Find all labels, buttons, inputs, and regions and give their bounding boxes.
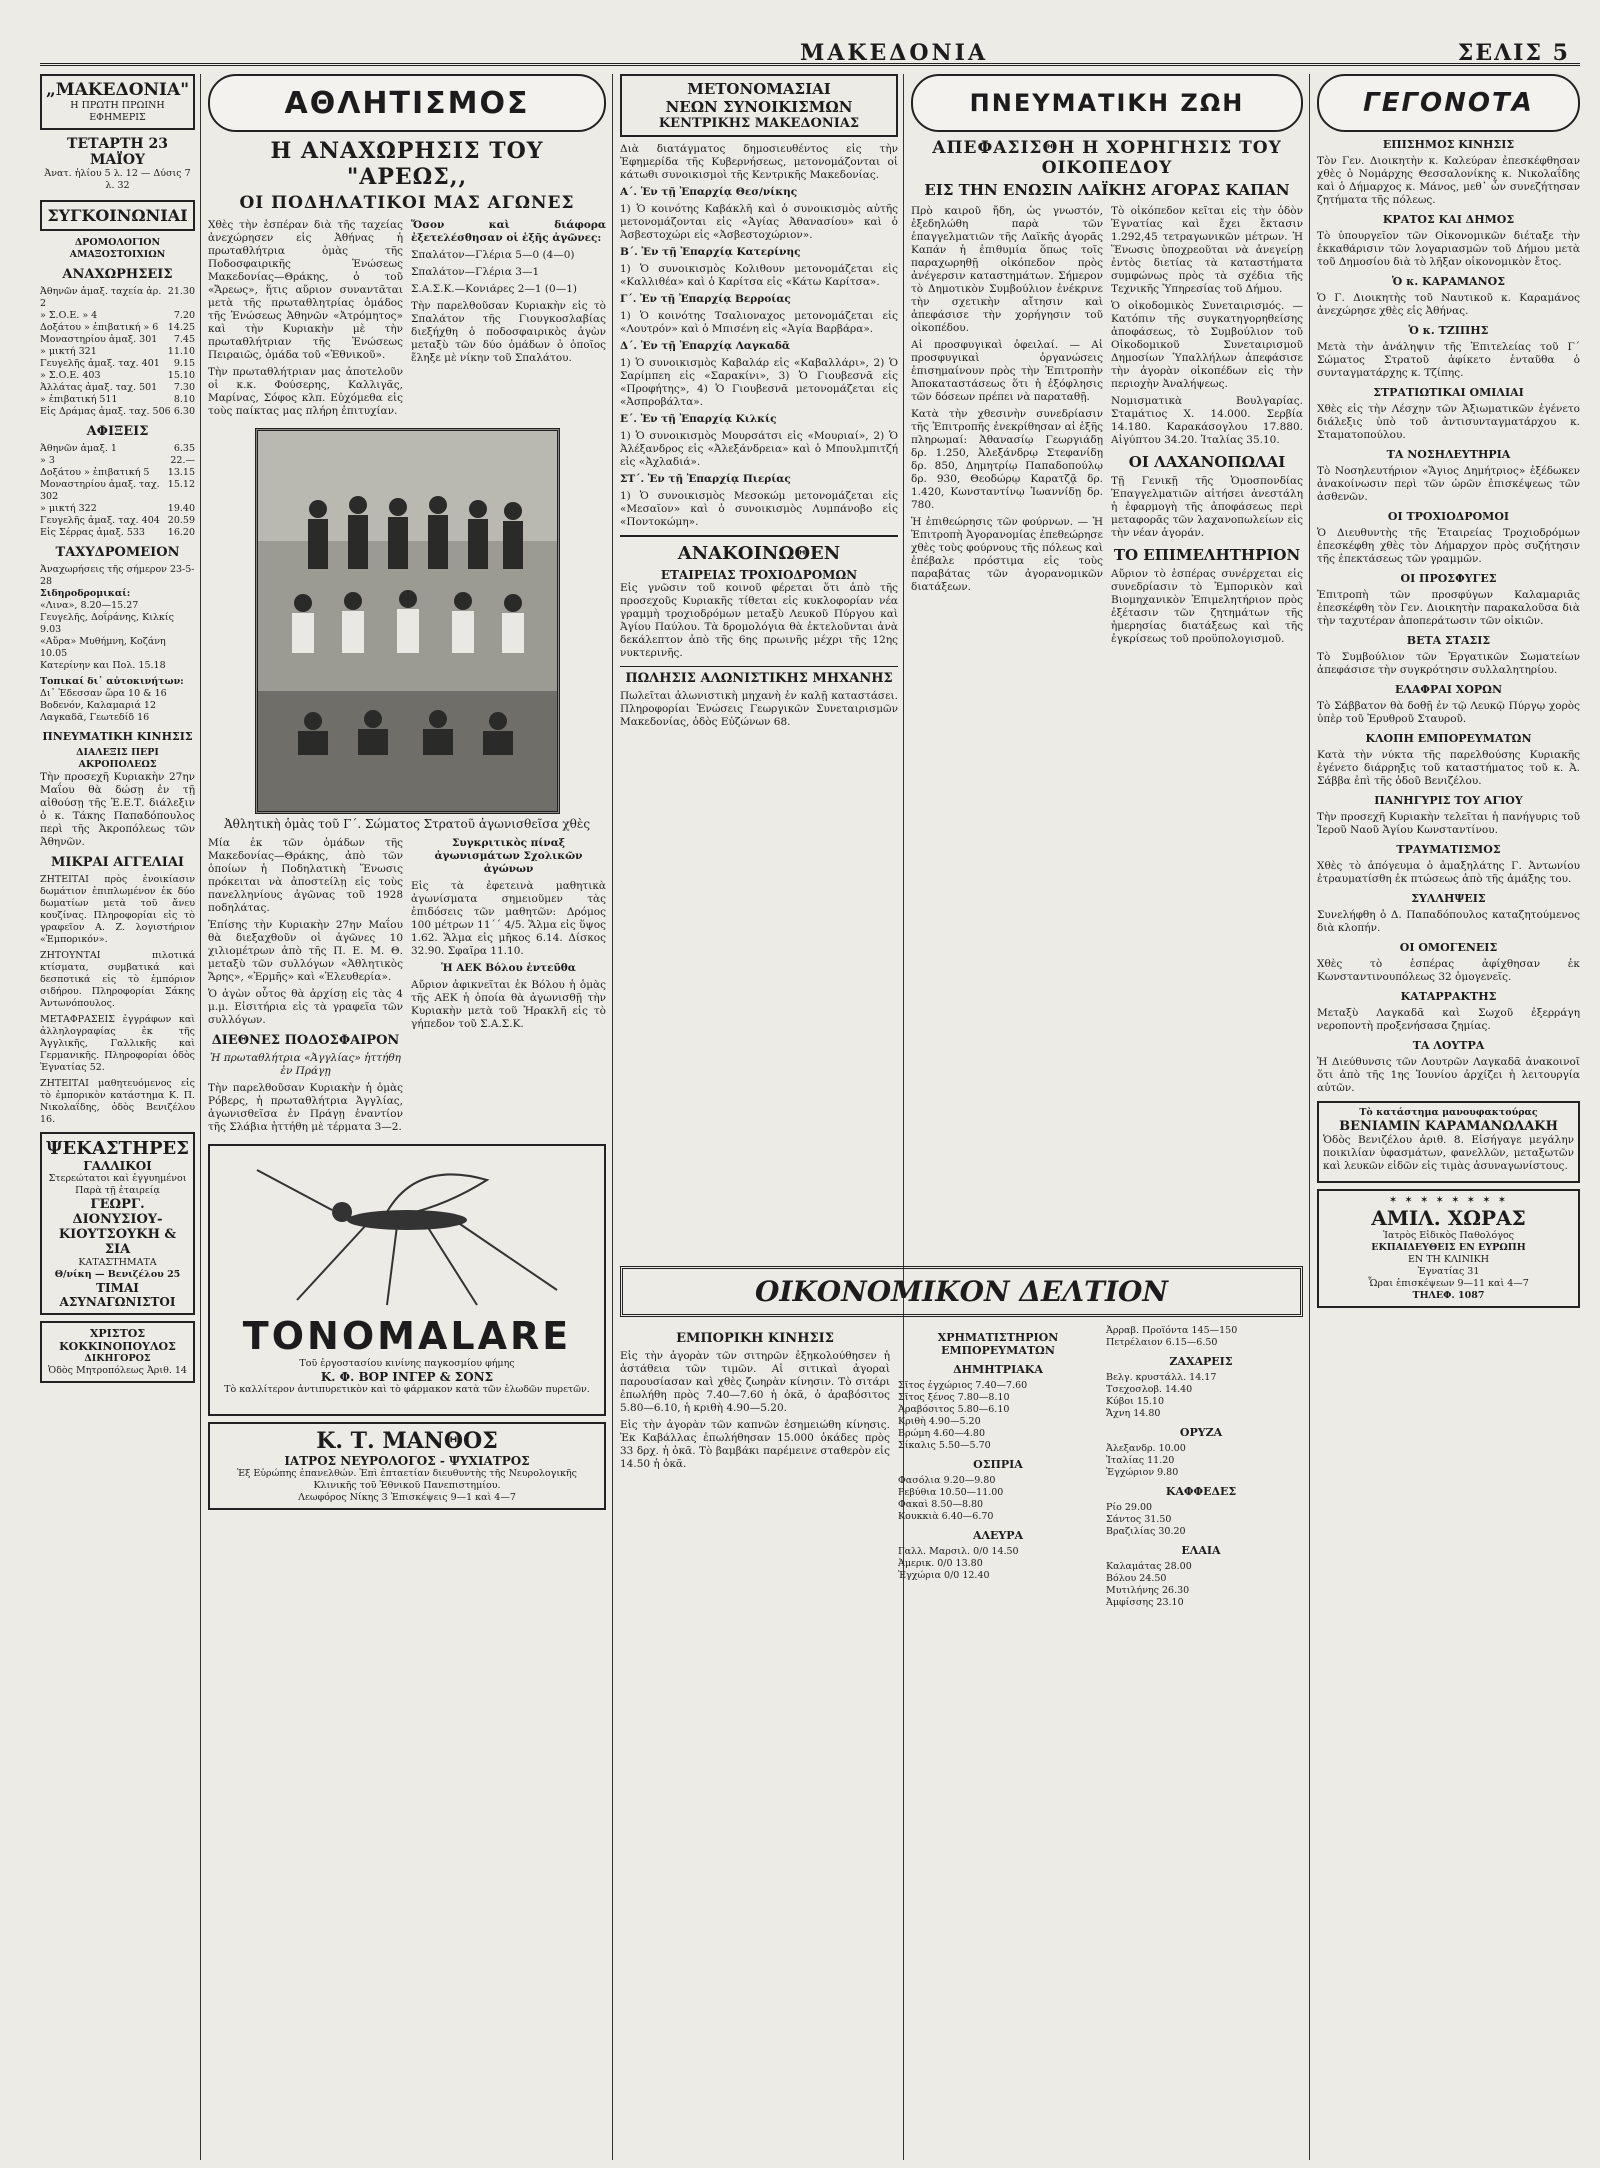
sports-banner: ΑΘΛΗΤΙΣΜΟΣ	[208, 74, 606, 132]
scores-list	[411, 249, 606, 296]
column-rule	[612, 74, 613, 2160]
price-line: Σῖτος ξένος 7.80—8.10	[898, 1392, 1010, 1403]
mosquito-illustration	[217, 1150, 597, 1310]
departure-row-value: 15.10	[167, 370, 195, 381]
arrival-row-label: » 3	[40, 455, 55, 466]
departure-row-label: » ἐπιβατική 511	[40, 394, 118, 405]
news-item-title: ΟΙ ΤΡΟΧΙΟΔΡΟΜΟΙ	[1387, 510, 1510, 523]
rail-title: Σιδηροδρομικαί:	[40, 588, 131, 599]
arrival-row	[40, 443, 195, 455]
classifieds-list	[40, 874, 195, 1126]
news-item-text: Τὸ Σάββατον θὰ δοθῇ ἐν τῷ Λευκῷ Πύργῳ χορὸς ὑπὲρ τοῦ Ἐρυθροῦ Σταυροῦ.	[1317, 700, 1580, 725]
score-line: Σ.Α.Σ.Κ.—Κονιάρες 2—1 (0—1)	[411, 283, 577, 295]
ad-text: Τὸ καλλίτερον ἀντιπυρετικὸν καὶ τὸ φάρμακον κατὰ τῶν ἑλωδῶν πυρετῶν.	[224, 1384, 590, 1395]
spirit-text: Τὴν προσεχῆ Κυριακὴν 27ην Μαΐου θὰ δώσῃ ἐν τῇ αἰθούσῃ τῆς Ἑ.Ε.Τ. διάλεξιν ὁ κ. Τάκης Παπαδόπουλος περὶ τῆς Ἀκροπόλεως τῶν Ἀθηνῶν.	[40, 771, 195, 848]
price-line: Ἰταλίας 11.20	[1106, 1455, 1175, 1466]
lawyer-address: Ὁδὸς Μητροπόλεως Ἀριθ. 14	[48, 1365, 187, 1376]
arrival-row	[40, 455, 195, 467]
news-item-text: Μετὰ τὴν ἀνάληψιν τῆς Ἐπιτελείας τοῦ Γ΄ Σώματος Στρατοῦ ἀφίκετο ἐνταῦθα ὁ συνταγματάρχης κ. Τζίπης.	[1317, 341, 1580, 379]
car-title: Τοπικαί δι᾽ αὐτοκινήτων:	[40, 676, 184, 687]
news-items	[1317, 138, 1580, 1095]
rice-prices	[1106, 1443, 1296, 1479]
ad-line: Παρὰ τῇ ἑταιρείᾳ	[75, 1185, 160, 1196]
header-line: ΜΕΤΟΝΟΜΑΣΙΑΙ	[687, 80, 831, 98]
score-line: Σπαλάτον—Γλέρια 5—0 (4—0)	[411, 249, 575, 261]
news-item-text: Ὁ Γ. Διοικητὴς τοῦ Ναυτικοῦ κ. Καραμάνος ἀνεχώρησε χθὲς εἰς Ἀθήνας.	[1317, 292, 1580, 317]
article-paragraph: Τῇ Γενικῇ τῆς Ὁμοσπονδίας Ἐπαγγελματιῶν αἰτήσει ἀνεστάλη ἡ ἐφαρμογὴ τῆς ἀποφάσεως περὶ μεταφορᾶς τῶν λαχανοπωλείων εἰς τὴν νέαν ἀγοράν.	[1111, 475, 1303, 539]
sugar-prices	[1106, 1372, 1296, 1420]
arrival-row	[40, 503, 195, 515]
article-paragraph: 1) Ὁ συνοικισμὸς Καβαλάρ εἰς «Καβαλλάρι», 2) Ὁ Σαρίμπεη εἰς «Σαρακίνι», 3) Ὁ Γιουβεσνᾶ εἰς «Προφήτης», 4) Ὁ Γιουβεσνᾶ μετονομάζεται εἰς «Ἀσπροβάλτα».	[620, 357, 898, 408]
news-item-text: Μεταξὺ Λαγκαδᾶ καὶ Σωχοῦ ἐξερράγη νεροποντὴ προξενήσασα ζημίας.	[1317, 1007, 1580, 1032]
advertisement-doctor	[208, 1422, 606, 1510]
paper-nameplate	[40, 74, 195, 130]
ad-maker: Κ. Φ. ΒΟΡ ΙΝΓΕΡ & ΣΟΝΣ	[320, 1370, 494, 1384]
price-line: Βόλου 24.50	[1106, 1573, 1167, 1584]
ad-address: Θ/νίκη — Βενιζέλου 25	[54, 1269, 181, 1280]
ad-title: ΨΕΚΑΣΤΗΡΕΣ	[46, 1138, 189, 1159]
sun-times: Ἀνατ. ἡλίου 5 λ. 12 — Δύσις 7 λ. 32	[44, 168, 191, 191]
article-paragraph: 1) Ὁ συνοικισμὸς Μεσοκώμ μετονομάζεται εἰς «Μεσαῖον» καὶ ὁ συνοικισμὸς Λυμπάνοβο εἰς «Ποντοκώμη».	[620, 490, 898, 528]
veg-title: ΟΙ ΛΑΧΑΝΟΠΩΛΑΙ	[1128, 453, 1286, 471]
renaming-header	[620, 74, 898, 137]
column-1	[40, 74, 195, 2160]
ad-subtitle: ΓΑΛΛΙΚΟΙ	[83, 1159, 152, 1173]
arrival-row	[40, 467, 195, 479]
post-subtitle: Ἀναχωρήσεις τῆς σήμερον 23-5-28	[40, 564, 195, 587]
departure-row	[40, 406, 195, 418]
rail-list	[40, 600, 195, 672]
rail-line: «Αὔρα» Μυθήμνη, Κοζάνη 10.05	[40, 636, 166, 659]
price-line: Κριθὴ 4.90—5.20	[898, 1416, 981, 1427]
price-line: Σίκαλις 5.50—5.70	[898, 1440, 991, 1451]
store-text: Ὁδὸς Βενιζέλου ἀριθ. 8. Εἰσήγαγε μεγάλην ποικιλίαν ὑφασμάτων, φανελλῶν, μεταξωτῶν καὶ λευκῶν εἰδῶν εἰς τιμὰς ἀσυναγωνίστους.	[1323, 1134, 1574, 1172]
price-line: Φασόλια 9.20—9.80	[898, 1475, 996, 1486]
article-paragraph: Κατὰ τὴν χθεσινὴν συνεδρίασιν τῆς Ἐπιτροπῆς ἐνεκρίθησαν αἱ ἑξῆς πληρωμαί: Ἀθανασίῳ Γεωργιάδῃ δρ. 1.250, Ἀλεξάνδρῳ Στεφανίδῃ δρ. 850, Δημητρίῳ Παπαδοπούλῳ δρ. 930, Θεοδώρῳ Καρατζᾷ δρ. 1.420, Κωνσταντίνῳ Ἰωαννίδῃ δρ. 780.	[911, 408, 1103, 511]
school-title: Συγκριτικὸς πίναξ ἀγωνισμάτων Σχολικῶν ἀγώνων	[434, 837, 583, 875]
physician-address: Ἐγνατίας 31	[1417, 1266, 1480, 1277]
arrivals-table	[40, 443, 195, 539]
notice-title: ΑΝΑΚΟΙΝΩΘΕΝ	[620, 535, 898, 564]
section-heading: Δ΄. Ἐν τῇ Ἐπαρχίᾳ Λαγκαδᾶ	[620, 340, 790, 352]
article-paragraph: 1) Ὁ κοινότης Τσαλιοναχος μετονομάζεται εἰς «Λουτρόν» καὶ ὁ Μπισένη εἰς «Ἀγία Βαρβάρα».	[620, 310, 898, 335]
team-photo	[255, 428, 560, 814]
store-title: Τὸ κατάστημα μανουφακτούρας	[1359, 1107, 1538, 1118]
arrival-row-value: 20.59	[167, 515, 195, 526]
arrival-row-label: Δοξάτου » ἐπιβατική 5	[40, 467, 150, 478]
article-paragraph: Τὴν πρωταθλήτριαν μας ἀποτελοῦν οἱ κ.κ. Φούσερης, Καλλιγᾶς, Μαρίνας, Σόφος κλπ. Εὐχόμεθα εἰς τοὺς παίκτας μας πλήρη ἐπιτυχίαν.	[208, 366, 403, 417]
article-paragraph: 1) Ὁ συνοικισμὸς Κολιθουν μετονομάζεται εἰς «Καλλιθέα» καὶ ὁ Καρίτσα εἰς «Κάτω Καρίτσα».	[620, 263, 898, 288]
news-item-title: Ὁ κ. ΤΖΙΠΗΣ	[1408, 324, 1489, 337]
news-item-title: ΒΕΤΑ ΣΤΑΣΙΣ	[1406, 634, 1491, 647]
store-name: ΒΕΝΙΑΜΙΝ ΚΑΡΑΜΑΝΩΛΑΚΗ	[1339, 1119, 1558, 1134]
news-item-text: Χθὲς εἰς τὴν Λέσχην τῶν Ἀξιωματικῶν ἐγένετο διάλεξις ὑπὸ τοῦ ἀντισυνταγματάρχου κ. Σταματοπούλου.	[1317, 403, 1580, 441]
classifieds-title: ΜΙΚΡΑΙ ΑΓΓΕΛΙΑΙ	[50, 855, 185, 870]
departure-row	[40, 334, 195, 346]
header-line: ΝΕΩΝ ΣΥΝΟΙΚΙΣΜΩΝ	[665, 98, 853, 116]
article-paragraph: Νομισματικὰ Βουλγαρίας. Σταμάτιος Χ. 14.000. Σερβία 14.180. Καρακάσογλου 17.880. Αἰγύπτου 34.20. Ἰταλίας 35.10.	[1111, 395, 1303, 446]
price-line: Γαλλ. Μαρσιλ. 0/0 14.50	[898, 1546, 1019, 1557]
article-paragraph: Εἰς τὰ ἐφετεινὰ μαθητικὰ ἀγωνίσματα σημειοῦμεν τὰς ἐπιδόσεις τῶν μαθητῶν: Δρόμος 100 μέτρων 11΄΄ 4/5. Ἅλμα εἰς ὕψος 1.62. Ἅλμα εἰς μῆκος 6.14. Δίσκος 32.90. Σφαῖρα 11.10.	[411, 880, 606, 957]
trade-title: ΕΜΠΟΡΙΚΗ ΚΙΝΗΣΙΣ	[676, 1331, 834, 1346]
arrival-row-value: 6.35	[173, 443, 195, 454]
sugar-title: ΖΑΧΑΡΕΙΣ	[1169, 1355, 1233, 1368]
price-line: Ἀμφίσσης 23.10	[1106, 1597, 1184, 1608]
flour-title: ΑΛΕΥΡΑ	[972, 1529, 1024, 1542]
finance-section	[620, 1258, 1303, 2158]
departure-row-value: 11.10	[167, 346, 195, 357]
news-item-title: ΤΑ ΝΟΣΗΛΕΥΤΗΡΙΑ	[1386, 448, 1511, 461]
rice-title: ΟΡΥΖΑ	[1179, 1426, 1223, 1439]
departure-row-label: Εἰς Δράμας ἀμαξ. ταχ. 506	[40, 406, 171, 417]
price-line: Σάντος 31.50	[1106, 1514, 1172, 1525]
paper-tagline: Η ΠΡΩΤΗ ΠΡΩΙΝΗ ΕΦΗΜΕΡΙΣ	[70, 100, 165, 123]
ornament: ✶ ✶ ✶ ✶ ✶ ✶ ✶ ✶	[1388, 1195, 1509, 1206]
misc-prices	[1106, 1325, 1296, 1349]
physician-clinic: ΕΝ ΤΗ ΚΛΙΝΙΚΗ	[1407, 1254, 1490, 1265]
article-paragraph: Ὁ ἀγὼν οὗτος θὰ ἀρχίσῃ εἰς τὰς 4 μ.μ. Εἰσιτήρια εἰς τὰ γραφεῖα τῶν συλλόγων.	[208, 988, 403, 1026]
news-item-title: ΟΙ ΠΡΟΣΦΥΓΕΣ	[1400, 572, 1497, 585]
price-line: Τσεχοσλοβ. 14.40	[1106, 1384, 1193, 1395]
page-number: ΣΕΛΙΣ 5	[1457, 40, 1570, 66]
arrival-row-label: Μοναστηρίου ἀμαξ. ταχ. 302	[40, 479, 160, 502]
departure-row-label: » Σ.Ο.Ε. 403	[40, 370, 101, 381]
intl-subtitle: Ἡ πρωταθλήτρια «Ἀγγλίας» ἡττήθη ἐν Πράγῃ	[210, 1052, 401, 1077]
news-item-title: ΤΑ ΛΟΥΤΡΑ	[1412, 1039, 1485, 1052]
beans-prices	[898, 1475, 1098, 1523]
news-item-text: Κατὰ τὴν νύκτα τῆς παρελθούσης Κυριακῆς ἐγένετο διάρρηξις τοῦ καταστήματος τοῦ κ. Ἀ. Σάββα ἐπὶ τῆς ὁδοῦ Βενιζέλου.	[1317, 749, 1580, 787]
price-line: Ἄχνη 14.80	[1106, 1408, 1161, 1419]
article-paragraph: Χθὲς τὴν ἑσπέραν διὰ τῆς ταχείας ἀνεχώρησεν εἰς Ἀθήνας ἡ πρωταθλήτρια ὁμὰς τῆς Ποδοσφαιρικῆς Ἑνώσεως Μακεδονίας—Θράκης, ὁ τοῦ «Ἄρεως», ἥτις αὔριον συναντᾶται μετὰ τῆς πρωταθλητρίας ὁμάδος τῆς Ἑνώσεως Ἀθηνῶν «Ἀτρόμητος» καὶ τὴν Κυριακὴν μὲ τὴν πρωταθλήτριαν τῆς Ἑνώσεως Πειραιῶς, ὁμάδα τοῦ «Ἐθνικοῦ».	[208, 219, 403, 361]
price-line: Βελγ. κρυστάλλ. 14.17	[1106, 1372, 1217, 1383]
physician-name: ΑΜΙΛ. ΧΩΡΑΣ	[1371, 1206, 1526, 1230]
departures-title: ΑΝΑΧΩΡΗΣΕΙΣ	[62, 267, 173, 282]
departure-row-value: 14.25	[167, 322, 195, 333]
price-line: Ἀρραβ. Προϊόντα 145—150	[1106, 1325, 1238, 1336]
car-list	[40, 688, 195, 724]
coffee-title: ΚΑΦΦΕΔΕΣ	[1165, 1485, 1237, 1498]
news-item-title: ΚΛΟΠΗ ΕΜΠΟΡΕΥΜΑΤΩΝ	[1365, 732, 1532, 745]
departure-row-label: Μοναστηρίου ἀμαξ. 301	[40, 334, 158, 345]
news-item-title: ΤΡΑΥΜΑΤΙΣΜΟΣ	[1396, 843, 1501, 856]
price-line: Ἐγχώριον 9.80	[1106, 1467, 1179, 1478]
intl-title: ΔΙΕΘΝΕΣ ΠΟΔΟΣΦΑΙΡΟΝ	[211, 1033, 400, 1048]
ad-line: Στερεώτατοι καὶ ἐγγυημένοι	[48, 1173, 187, 1184]
car-line: Λαγκαδᾶ, Γεωτεδίδ 16	[40, 712, 150, 723]
news-item-text: Τὸ ὑπουργεῖον τῶν Οἰκονομικῶν διέταξε τὴν ἐκκαθάρισιν τῶν λογαριασμῶν τοῦ Δήμου μετὰ τοῦ Δημοσίου διὰ τὸ λῆξαν οἰκονομικὸν ἔτος.	[1317, 230, 1580, 268]
news-item-text: Ἡ Διεύθυνσις τῶν Λουτρῶν Λαγκαδᾶ ἀνακοινοῖ ὅτι ἀπὸ τῆς 1ης Ἰουνίου ἀρχίζει ἡ λειτουργία αὐτῶν.	[1317, 1056, 1580, 1094]
section-heading: Α΄. Ἐν τῇ Ἐπαρχίᾳ Θεσ/νίκης	[620, 186, 798, 198]
land-headline: ΑΠΕΦΑΣΙΣΘΗ Η ΧΟΡΗΓΗΣΙΣ ΤΟΥ ΟΙΚΟΠΕΔΟΥ	[932, 138, 1282, 178]
column-2	[208, 74, 606, 2160]
section-heading: Ε΄. Ἐν τῇ Ἐπαρχίᾳ Κιλκίς	[620, 413, 777, 425]
article-paragraph: Τὴν παρελθοῦσαν Κυριακὴν εἰς τὸ Σπαλάτον τῆς Γιουγκοσλαβίας διεξήχθη ὁ ποδοσφαιρικὸς ἀγὼν μεταξὺ τῶν δύο ὁμάδων ὁ ὁποῖος ἔληξε μὲ νίκην τοῦ Σπαλάτου.	[411, 300, 606, 364]
news-item-text: Ὁ Διευθυντὴς τῆς Ἑταιρείας Τροχιοδρόμων ἐπεσκέφθη χθὲς τὸν Δήμαρχον πρὸς συζήτησιν τῆς ἐπεκτάσεως τῶν γραμμῶν.	[1317, 527, 1580, 565]
departure-row-value: 7.20	[173, 310, 195, 321]
news-item-title: Ὁ κ. ΚΑΡΑΜΑΝΟΣ	[1391, 275, 1506, 288]
departure-row	[40, 346, 195, 358]
article-paragraph: Εἰς τὴν ἀγορὰν τῶν σιτηρῶν ἐξηκολούθησεν ἡ ἀστάθεια τῶν τιμῶν. Αἱ σιτικαὶ ἀγοραὶ παρουσίασαν καὶ χθὲς ζωηρὰν κίνησιν. Τὸ σιτάρι ἐπωλήθη πρὸς 7.40—7.60 ἡ ὀκᾶ, ὁ ἀραβόσιτος 5.80—6.10, ἡ κριθὴ 4.90—5.20.	[620, 1350, 890, 1414]
column-rule	[1309, 74, 1310, 2160]
article-paragraph: Μία ἐκ τῶν ὁμάδων τῆς Μακεδονίας—Θράκης, ἀπὸ τῶν ὁποίων ἡ Ποδηλατικὴ Ἕνωσις πρόκειται νὰ ἀποστείλῃ εἰς τοὺς πανελληνίους ἀγῶνας τοῦ 1928 ποδηλάτας.	[208, 837, 403, 914]
column-5	[1317, 74, 1580, 2160]
masthead	[40, 40, 1580, 66]
notice-subtitle: ΕΤΑΙΡΕΙΑΣ ΤΡΟΧΙΟΔΡΟΜΩΝ	[660, 568, 858, 582]
news-item-text: Τὸ Συμβούλιον τῶν Ἐργατικῶν Σωματείων ἀπεφάσισε τὴν συγκρότησιν συλλαλητηρίου.	[1317, 651, 1580, 676]
timetable-title: ΔΡΟΜΟΛΟΓΙΟΝ ΑΜΑΞΟΣΤΟΙΧΙΩΝ	[69, 237, 166, 260]
news-item-title: ΚΑΤΑΡΡΑΚΤΗΣ	[1400, 990, 1497, 1003]
sale-title: ΠΩΛΗΣΙΣ ΑΛΩΝΙΣΤΙΚΗΣ ΜΗΧΑΝΗΣ	[620, 666, 898, 686]
newspaper-page	[40, 40, 1580, 2160]
news-item-title: ΕΠΙΣΗΜΟΣ ΚΙΝΗΣΙΣ	[1382, 138, 1515, 151]
article-paragraph: 1) Ὁ κοινότης Καβάκλῆ καὶ ὁ συνοικισμὸς αὐτῆς μετονομάζονται εἰς «Ἀγίας Ἀθανασίου» καὶ ὁ Ἀσβεστοχώρι εἰς «Ἀσβεστοχώριον».	[620, 203, 898, 241]
article-paragraph: Τὸ οἰκόπεδον κεῖται εἰς τὴν ὁδὸν Ἐγνατίας καὶ ἔχει ἔκτασιν 1.292,45 τετραγωνικῶν μέτρων. Ἡ Ἕνωσις ὑποχρεοῦται νὰ ἀνεγείρῃ ἐντὸς διετίας τὰ καταστήματα συμφώνως πρὸς τὰ σχέδια τῆς Τεχνικῆς Ὑπηρεσίας τοῦ Δήμου.	[1111, 205, 1303, 295]
aek-title: Ἡ ΑΕΚ Βόλου ἐντεῦθα	[441, 962, 576, 974]
arrival-row-value: 13.15	[167, 467, 195, 478]
classified-ad: ΖΗΤΕΙΤΑΙ μαθητευόμενος εἰς τὸ ἐμπορικὸν κατάστημα Κ. Π. Νικολαΐδης, ὁδὸς Βενιζέλου 16.	[40, 1078, 195, 1125]
sports-headline: Η ΑΝΑΧΩΡΗΣΙΣ ΤΟΥ "ΑΡΕΩΣ,,	[270, 138, 544, 190]
arrival-row-value: 16.20	[167, 527, 195, 538]
flour-prices	[898, 1546, 1098, 1582]
advertisement-physician	[1317, 1189, 1580, 1308]
arrival-row-label: Εἰς Σέρρας ἀμαξ. 533	[40, 527, 145, 538]
beans-title: ΟΣΠΡΙΑ	[973, 1458, 1023, 1471]
article-paragraph: Διὰ διατάγματος δημοσιευθέντος εἰς τὴν Ἐφημερίδα τῆς Κυβερνήσεως, μετονομάζονται οἱ κάτωθι συνοικισμοὶ τῆς Κεντρικῆς Μακεδονίας.	[620, 143, 898, 181]
price-line: Σῖτος ἐγχώριος 7.40—7.60	[898, 1380, 1028, 1391]
physician-phone: ΤΗΛΕΦ. 1087	[1412, 1290, 1485, 1301]
news-item-text: Χθὲς τὸ ἑσπέρας ἀφίχθησαν ἐκ Κωνσταντινουπόλεως 32 ὁμογενεῖς.	[1317, 958, 1580, 983]
news-item-text: Τὴν προσεχῆ Κυριακὴν τελεῖται ἡ πανήγυρις τοῦ Ἱεροῦ Ναοῦ Ἁγίου Κωνσταντίνου.	[1317, 811, 1580, 836]
price-line: Ρεβύθια 10.50—11.00	[898, 1487, 1004, 1498]
physician-job: Ἰατρὸς Εἰδικὸς Παθολόγος	[1383, 1230, 1514, 1241]
rail-line: Κατερίνην και Πολ. 15.18	[40, 660, 166, 671]
price-line: Ἀλεξανδρ. 10.00	[1106, 1443, 1186, 1454]
doctor-text: Ἐξ Εὐρώπης ἐπανελθών. Ἐπὶ ἐπταετίαν διευθυντὴς τῆς Νευρολογικῆς Κλινικῆς τοῦ Ἐθνικοῦ Πανεπιστημίου.	[236, 1468, 578, 1491]
classified-ad: ΖΗΤΟΥΝΤΑΙ πιλοτικά κτίσματα, συμβατικά καὶ δεσποτικά εἰς τὸ ἐμπόριον σιδήρου. Πληροφορίαι Σάκης Ἀντωνόπουλος.	[40, 950, 195, 1009]
rail-line: «Λινα», 8.20—15.27	[40, 600, 139, 611]
departure-row-label: Δοξάτου » ἐπιβατική » 6	[40, 322, 159, 333]
price-line: Καλαμάτας 28.00	[1106, 1561, 1192, 1572]
departure-row	[40, 286, 195, 310]
arrival-row	[40, 515, 195, 527]
physician-hours: Ὧραι ἐπισκέψεων 9—11 καὶ 4—7	[1368, 1278, 1529, 1289]
doctor-name: Κ. Τ. ΜΑΝΘΟΣ	[316, 1428, 498, 1454]
grain-prices	[898, 1380, 1098, 1452]
lawyer-name: ΧΡΙΣΤΟΣ ΚΟΚΚΙΝΟΠΟΥΛΟΣ	[59, 1327, 176, 1353]
article-paragraph: Αὔριον τὸ ἑσπέρας συνέρχεται εἰς συνεδρίασιν τὸ Ἐμπορικὸν καὶ Βιομηχανικὸν Ἐπιμελητήριον πρὸς ἐξέτασιν τῶν ζητημάτων τῆς ἡμερησίας διατάξεως καὶ τῆς ἐγκρίσεως τοῦ προϋπολογισμοῦ.	[1111, 568, 1303, 645]
date-line: ΤΕΤΑΡΤΗ 23 ΜΑΪΟΥ	[67, 136, 168, 168]
lawyer-job: ΔΙΚΗΓΟΡΟΣ	[84, 1353, 151, 1364]
departure-row-value: 7.30	[173, 382, 195, 393]
arrival-row	[40, 479, 195, 503]
arrival-row-value: 15.12	[167, 479, 195, 490]
doctor-address: Λεωφόρος Νίκης 3 Ἐπισκέψεις 9—1 καὶ 4—7	[298, 1492, 516, 1503]
departure-row-label: » μικτή 321	[40, 346, 97, 357]
advertisement-sprayers	[40, 1132, 195, 1315]
departure-row-label: Γευγελῆς ἀμαξ. ταχ. 401	[40, 358, 160, 369]
paper-name: „ΜΑΚΕΔΟΝΙΑ"	[46, 80, 190, 100]
arrivals-title: ΑΦΙΞΕΙΣ	[86, 424, 149, 439]
exchange-title: ΧΡΗΜΑΤΙΣΤΗΡΙΟΝ ΕΜΠΟΡΕΥΜΑΤΩΝ	[937, 1331, 1059, 1357]
departure-row	[40, 382, 195, 394]
land-subhead: ΕΙΣ ΤΗΝ ΕΝΩΣΙΝ ΛΑΪΚΗΣ ΑΓΟΡΑΣ ΚΑΠΑΝ	[924, 181, 1290, 199]
departure-row	[40, 370, 195, 382]
departure-row	[40, 322, 195, 334]
article-paragraph: Αὔριον ἀφικνεῖται ἐκ Βόλου ἡ ὁμὰς τῆς ΑΕΚ ἡ ὁποία θὰ ἀγωνισθῇ τὴν Κυριακὴν μετὰ τοῦ Ἠρακλῆ εἰς τὸ γήπεδον τοῦ Σ.Α.Σ.Κ.	[411, 979, 606, 1030]
article-paragraph: Αἱ προσφυγικαὶ ὀφειλαί. — Αἱ προσφυγικαὶ ὀργανώσεις ἐπισημαίνουν πρὸς τὴν Ἐπιτροπὴν Ἀποκαταστάσεως ὅτι ἡ ἐξόφλησις τῶν δόσεων πρέπει νὰ παραταθῇ.	[911, 339, 1103, 403]
section-heading: Β΄. Ἐν τῇ Ἐπαρχίᾳ Κατερίνης	[620, 246, 801, 258]
price-line: Φακαὶ 8.50—8.80	[898, 1499, 984, 1510]
article-paragraph: 1) Ὁ συνοικισμὸς Μουρσάτσι εἰς «Μουριαί», 2) Ὁ Ἀλέξανδρος εἰς «Ἀλεξάνδρεια» καὶ ὁ Μπουλμπιτζή εἰς «Ἀχλαδιά».	[620, 430, 898, 468]
news-item-text: Ἐπιτροπὴ τῶν προσφύγων Καλαμαριᾶς ἐπεσκέφθη τὸν Γεν. Διοικητὴν παρακαλοῦσα διὰ τὴν ταχυτέραν ἀποπεράτωσιν τῶν οἰκιῶν.	[1317, 589, 1580, 627]
price-line: Ρίο 29.00	[1106, 1502, 1153, 1513]
departure-row-value: 21.30	[167, 286, 195, 297]
departure-row-value: 8.10	[173, 394, 195, 405]
classified-ad: ΜΕΤΑΦΡΑΣΕΙΣ ἐγγράφων καὶ ἀλληλογραφίας ἐκ τῆς Ἀγγλικῆς, Γαλλικῆς καὶ Γερμανικῆς. Πληροφορίαι ὁδὸς Ἐγνατίας 52.	[40, 1014, 195, 1073]
news-item-text: Συνελήφθη ὁ Δ. Παπαδόπουλος καταζητούμενος διὰ κλοπήν.	[1317, 909, 1580, 934]
price-line: Ἀραβόσιτος 5.80—6.10	[898, 1404, 1010, 1415]
header-line: ΚΕΝΤΡΙΚΗΣ ΜΑΚΕΔΟΝΙΑΣ	[658, 116, 860, 131]
price-line: Μυτιλήνης 26.30	[1106, 1585, 1190, 1596]
article-paragraph: Εἰς τὴν ἀγορὰν τῶν καπνῶν ἐσημειώθη κίνησις. Ἐκ Καβάλλας ἐπωλήθησαν 15.000 ὀκάδες πρὸς 33 δρχ. ἡ ὀκᾶ. Τὸ βαμβάκι παρέμεινε σταθερὸν εἰς 14.50 ἡ ὀκᾶ.	[620, 1419, 890, 1470]
departure-row-label: » Σ.Ο.Ε. » 4	[40, 310, 98, 321]
advertisement-lawyer	[40, 1321, 195, 1383]
sports-subhead: ΟΙ ΠΟΔΗΛΑΤΙΚΟΙ ΜΑΣ ΑΓΩΝΕΣ	[239, 193, 575, 213]
score-line: Σπαλάτον—Γλέρια 3—1	[411, 266, 540, 278]
arrival-row-label: Γευγελῆς ἀμαξ. ταχ. 404	[40, 515, 160, 526]
spirit-banner: ΠΝΕΥΜΑΤΙΚΗ ΖΩΗ	[911, 74, 1303, 132]
renaming-sections	[620, 186, 898, 529]
article-paragraph: Ἐπίσης τὴν Κυριακὴν 27ην Μαΐου θὰ διεξαχθοῦν οἱ ἀγῶνες 10 χιλιομέτρων ἀπὸ τῆς Π. Ε. Μ. Θ. μεταξὺ τῶν συλλόγων «Ἀθλητικὸς Ἄρης», «Ἑρμῆς» καὶ «Ἐλευθερία».	[208, 919, 403, 983]
ad-firm: ΓΕΩΡΓ. ΔΙΟΝΥΣΙΟΥ- ΚΙΟΥΤΣΟΥΚΗ & ΣΙΑ	[58, 1197, 177, 1257]
team-photo-image	[258, 431, 557, 811]
spirit-subtitle: ΔΙΑΛΕΞΙΣ ΠΕΡΙ ΑΚΡΟΠΟΛΕΩΣ	[76, 747, 159, 770]
doctor-job: ΙΑΤΡΟΣ ΝΕΥΡΟΛΟΓΟΣ - ΨΥΧΙΑΤΡΟΣ	[284, 1454, 530, 1468]
news-item-title: ΠΑΝΗΓΥΡΙΣ ΤΟΥ ΑΓΙΟΥ	[1374, 794, 1523, 807]
departure-row	[40, 394, 195, 406]
advertisement-store	[1317, 1101, 1580, 1183]
departure-row-value: 6.30	[173, 406, 195, 417]
section-heading: Γ΄. Ἐν τῇ Ἐπαρχίᾳ Βερροίας	[620, 293, 791, 305]
price-line: Βραζιλίας 30.20	[1106, 1526, 1186, 1537]
article-paragraph: Ὁ οἰκοδομικὸς Συνεταιρισμός. — Κατόπιν τῆς συγκατηγορηθείσης ἀποφάσεως, τὸ Συμβούλιον τοῦ Οἰκοδομικοῦ Συνεταιρισμοῦ Δημοσίων Ὑπαλλήλων ἀπεφάσισε τὴν ἀγορὰν οἰκοπέδων εἰς τὴν περιοχὴν Ἀναλήψεως.	[1111, 300, 1303, 390]
grain-title: ΔΗΜΗΤΡΙΑΚΑ	[953, 1363, 1043, 1376]
article-paragraph: Εἰς γνῶσιν τοῦ κοινοῦ φέρεται ὅτι ἀπὸ τῆς προσεχοῦς Κυριακῆς τίθεται εἰς κυκλοφορίαν νέα γραμμὴ τροχιοδρόμων μεταξὺ Λευκοῦ Πύργου καὶ Ἀγίου Παύλου. Τὰ δρομολόγια θὰ ἐκτελοῦνται ἀνὰ δεκάλεπτον ἀπὸ τῆς 6ης πρωινῆς μέχρι τῆς 12ης νυκτερινῆς.	[620, 582, 898, 659]
advertisement-tonomalare	[208, 1144, 606, 1416]
column-rule	[200, 74, 201, 2160]
post-title: ΤΑΧΥΔΡΟΜΕΙΟΝ	[55, 545, 180, 560]
oil-title: ΕΛΑΙΑ	[1181, 1544, 1221, 1557]
article-paragraph: Ἡ ἐπιθεώρησις τῶν φούρνων. — Ἡ Ἐπιτροπὴ Ἀγορανομίας ἐπεθεώρησε χθὲς τοὺς φούρνους τῆς πόλεως καὶ ἐπέβαλε πρόστιμα εἰς τοὺς παραβάτας τῶν ἀγορανομικῶν διατάξεων.	[911, 516, 1103, 593]
arrival-row-value: 19.40	[167, 503, 195, 514]
price-line: Κύβοι 15.10	[1106, 1396, 1165, 1407]
price-line: Βρώμη 4.60—4.80	[898, 1428, 986, 1439]
oil-prices	[1106, 1561, 1296, 1609]
article-paragraph: Πωλεῖται ἀλωνιστικὴ μηχανὴ ἐν καλῇ καταστάσει. Πληροφορίαι Ἑνώσεις Γεωργικῶν Συνεταιρισμῶν Μακεδονίας, ὁδὸς Εὐζώνων 68.	[620, 690, 898, 728]
price-line: Πετρέλαιον 6.15—6.50	[1106, 1337, 1218, 1348]
ad-shops: ΚΑΤΑΣΤΗΜΑΤΑ	[78, 1257, 157, 1268]
section-heading: ΣΤ΄. Ἐν τῇ Ἐπαρχίᾳ Πιερίας	[620, 473, 791, 485]
chamber-title: ΤΟ ΕΠΙΜΕΛΗΤΗΡΙΟΝ	[1113, 546, 1301, 564]
departure-row-value: 7.45	[173, 334, 195, 345]
section-title: ΣΥΓΚΟΙΝΩΝΙΑΙ	[40, 200, 195, 231]
price-line: Ἀμερικ. 0/0 13.80	[898, 1558, 983, 1569]
arrival-row-value: 22.—	[170, 455, 195, 466]
side-title: Ὅσον καὶ διάφορα ἐξετελέσθησαν οἱ ἑξῆς ἀγῶνες:	[411, 219, 606, 244]
news-item-title: ΟΙ ΟΜΟΓΕΝΕΙΣ	[1399, 941, 1498, 954]
news-item-text: Τὸ Νοσηλευτήριον «Ἅγιος Δημήτριος» ἐξέδωκεν ἀνακοίνωσιν περὶ τῶν ὡρῶν ἐπισκέψεως τῶν ἀσθενῶν.	[1317, 465, 1580, 503]
spirit-title: ΠΝΕΥΜΑΤΙΚΗ ΚΙΝΗΣΙΣ	[42, 730, 193, 743]
news-item-title: ΣΥΛΛΗΨΕΙΣ	[1411, 892, 1486, 905]
departure-row-value: 9.15	[173, 358, 195, 369]
news-item-text: Τὸν Γεν. Διοικητὴν κ. Καλεύραν ἐπεσκέφθησαν χθὲς ὁ Νομάρχης Θεσσαλονίκης κ. Νικολαΐδης καὶ ὁ Δήμαρχος κ. Μάνος, μεθ᾽ ὧν συνεζήτησαν ζητήματα τῆς πόλεως.	[1317, 155, 1580, 206]
finance-banner: ΟΙΚΟΝΟΜΙΚΟΝ ΔΕΛΤΙΟΝ	[620, 1266, 1303, 1317]
departure-row	[40, 310, 195, 322]
photo-caption: Ἀθλητικὴ ὁμὰς τοῦ Γ΄. Σώματος Στρατοῦ ἀγωνισθεῖσα χθὲς	[223, 817, 591, 831]
ad-prices: ΤΙΜΑΙ ΑΣΥΝΑΓΩΝΙΣΤΟΙ	[59, 1281, 176, 1309]
masthead-title: ΜΑΚΕΔΟΝΙΑ	[800, 40, 989, 66]
departure-row	[40, 358, 195, 370]
arrival-row-label: » μικτή 322	[40, 503, 97, 514]
classified-ad: ΖΗΤΕΙΤΑΙ πρὸς ἐνοικίασιν δωμάτιον ἐπιπλωμένον ἐκ δύο δωματίων μετὰ τοῦ ἄνευ κουζίνας. Πληροφορίαι εἰς τὸ γραφεῖον Α. Ζ. λογιστήριον «Ἐμπορικόν».	[40, 874, 195, 945]
car-line: Δι᾽ Ἐδεσσαν ὥρα 10 & 16	[40, 688, 167, 699]
car-line: Βοδενόν, Καλαμαριά 12	[40, 700, 157, 711]
departure-row-label: Ἀθηνῶν ἀμαξ. ταχεία ἀρ. 2	[40, 286, 162, 309]
ad-text: Τοῦ ἐργοστασίου κινίνης παγκοσμίου φήμης	[299, 1358, 515, 1369]
article-paragraph: Τὴν παρελθοῦσαν Κυριακὴν ἡ ὁμὰς Ρόβερς, ἡ πρωταθλήτρια Ἀγγλίας, ἀγωνισθεῖσα ἐν Πράγῃ ἐναντίον τῆς Σλάβια ἡττήθη μὲ τέρματα 3—2.	[208, 1082, 403, 1133]
news-item-title: ΚΡΑΤΟΣ ΚΑΙ ΔΗΜΟΣ	[1382, 213, 1515, 226]
departure-row-label: Ἀλλάτας ἀμαξ. ταχ. 501	[40, 382, 158, 393]
news-banner: ΓΕΓΟΝΟΤΑ	[1317, 74, 1580, 132]
ad-brand: TONOMALARE	[242, 1314, 572, 1358]
news-item-title: ΣΤΡΑΤΙΩΤΙΚΑΙ ΟΜΙΛΙΑΙ	[1373, 386, 1524, 399]
arrival-row	[40, 527, 195, 539]
physician-sub: ΕΚΠΑΙΔΕΥΘΕΙΣ ΕΝ ΕΥΡΩΠΗ	[1371, 1242, 1526, 1253]
departures-table	[40, 286, 195, 418]
price-line: Ἐγχώρια 0/0 12.40	[898, 1570, 990, 1581]
price-line: Κουκκιὰ 6.40—6.70	[898, 1511, 994, 1522]
arrival-row-label: Ἀθηνῶν ἀμαξ. 1	[40, 443, 117, 454]
rail-line: Γευγελῆς, Δοΐράνης, Κιλκίς 9.03	[40, 612, 174, 635]
article-paragraph: Πρὸ καιροῦ ἤδη, ὡς γνωστόν, ἐξεδηλώθη παρὰ τῶν ἐπαγγελματιῶν τῆς Λαϊκῆς ἀγορᾶς Καπάν ἡ ἐπιθυμία ὅπως τοῖς παραχωρηθῇ οἰκόπεδον πρὸς ἀνέγερσιν καταστημάτων. Σήμερον τὸ Δημοτικὸν Συμβούλιον ἐνέκρινε τὴν σχετικὴν αἴτησιν καὶ ἀπεφάσισε τὴν χορήγησιν τοῦ οἰκοπέδου.	[911, 205, 1103, 334]
news-item-title: ΕΛΑΦΡΑΙ ΧΟΡΩΝ	[1394, 683, 1503, 696]
news-item-text: Χθὲς τὸ ἀπόγευμα ὁ ἁμαξηλάτης Γ. Ἀντωνίου ἐτραυματίσθη ἐκ πτώσεως ἀπὸ τῆς ἁμάξης του.	[1317, 860, 1580, 885]
coffee-prices	[1106, 1502, 1296, 1538]
